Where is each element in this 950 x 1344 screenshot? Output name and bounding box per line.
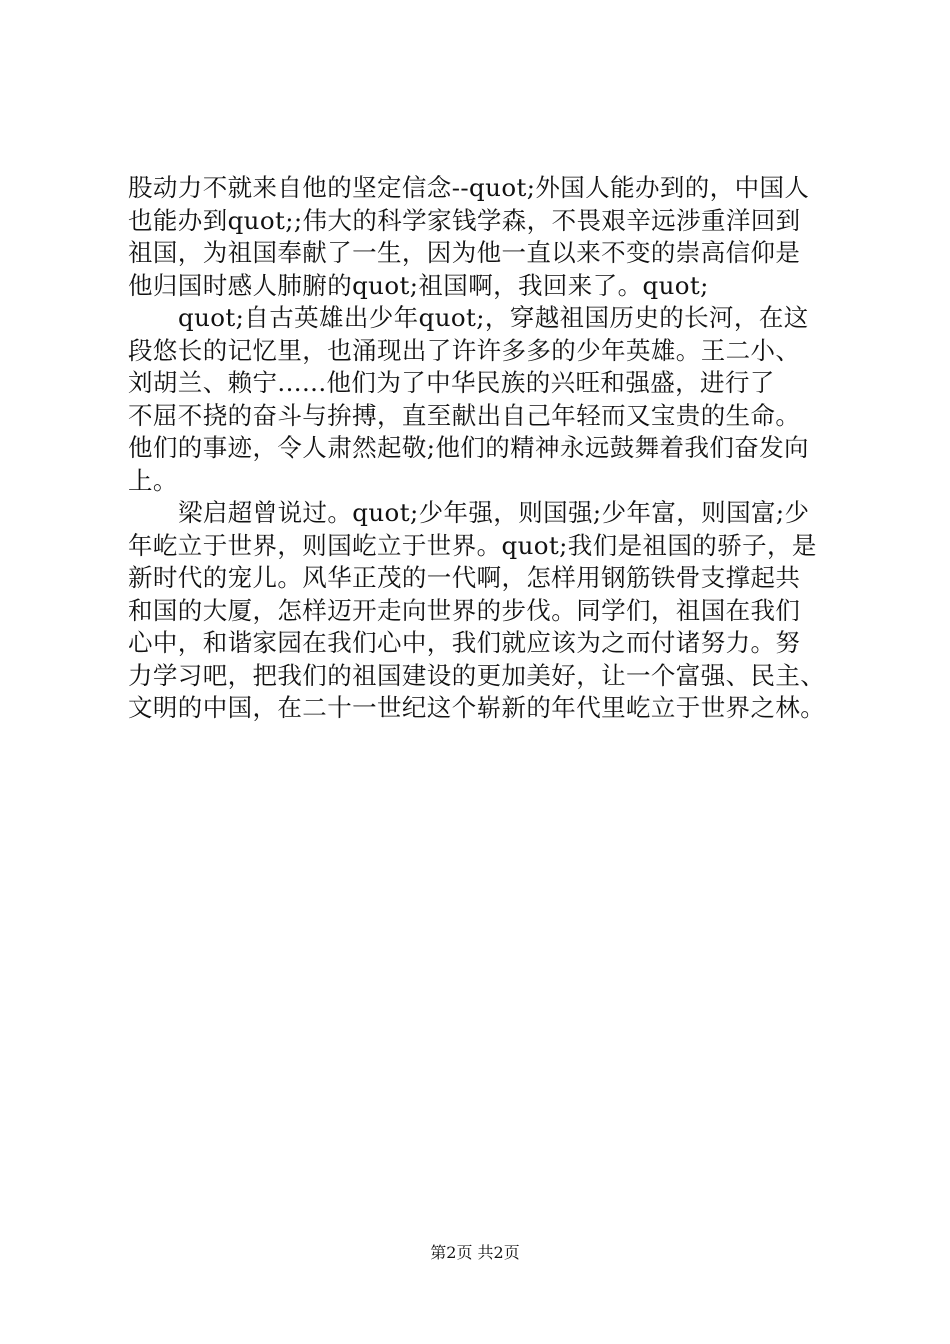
text-line: 段悠长的记忆里，也涌现出了许许多多的少年英雄。王二小、: [128, 335, 801, 365]
text-line: 文明的中国，在二十一世纪这个崭新的年代里屹立于世界之林。: [128, 693, 826, 722]
text-line: 心中，和谐家园在我们心中，我们就应该为之而付诸努力。努: [128, 628, 801, 657]
paragraph-start-line: 梁启超曾说过。quot;少年强，则国强;少年富，则国富;少: [178, 498, 810, 527]
text-line: 祖国，为祖国奉献了一生，因为他一直以来不变的崇高信仰是: [128, 238, 801, 267]
page-number: 第2页 共2页: [430, 1243, 520, 1262]
paragraph-start-line: quot;自古英雄出少年quot;，穿越祖国历史的长河，在这: [178, 303, 809, 332]
text-line: 年屹立于世界，则国屹立于世界。quot;我们是祖国的骄子，是: [128, 530, 817, 560]
text-line: 力学习吧，把我们的祖国建设的更加美好，让一个富强、民主、: [128, 660, 826, 690]
text-line: 他们的事迹，令人肃然起敬;他们的精神永远鼓舞着我们奋发向: [128, 433, 809, 462]
text-line: 刘胡兰、赖宁......他们为了中华民族的兴旺和强盛，进行了: [128, 368, 775, 397]
text-line: 和国的大厦，怎样迈开走向世界的步伐。同学们，祖国在我们: [128, 595, 801, 625]
text-line: 他归国时感人肺腑的quot;祖国啊，我回来了。quot;: [128, 270, 709, 300]
text-line: 也能办到quot;;伟大的科学家钱学森，不畏艰辛远涉重洋回到: [128, 205, 801, 235]
text-line: 新时代的宠儿。风华正茂的一代啊，怎样用钢筋铁骨支撑起共: [128, 563, 801, 592]
page-footer: [0, 1243, 950, 1263]
text-line: 上。: [128, 465, 178, 495]
document-body: [128, 172, 840, 725]
text-line: 不屈不挠的奋斗与拚搏，直至献出自己年轻而又宝贵的生命。: [128, 400, 801, 430]
text-line: 股动力不就来自他的坚定信念--quot;外国人能办到的，中国人: [128, 173, 810, 202]
